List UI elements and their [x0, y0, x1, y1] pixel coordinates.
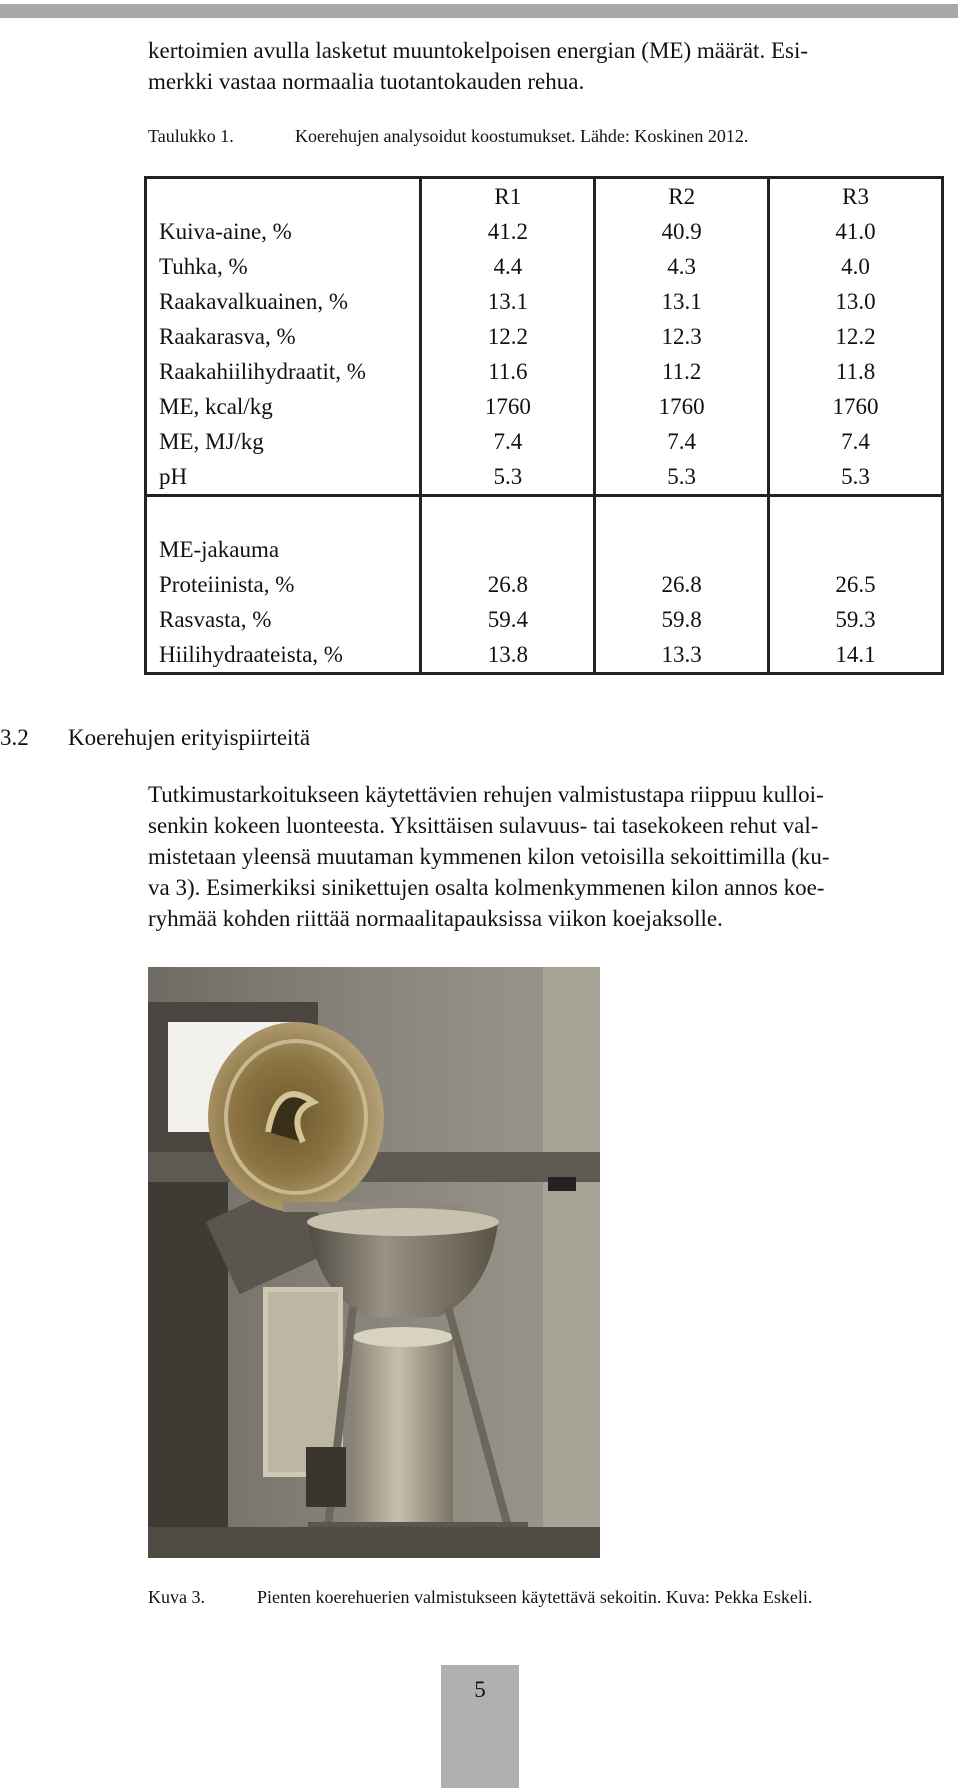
column-header-cell: R1: [421, 178, 595, 215]
body-line: senkin kokeen luonteesta. Yksittäisen sulavuus- tai tasekokeen rehut val-: [148, 813, 819, 838]
value-cell: 5.3: [421, 459, 595, 496]
figure-caption-label: Kuva 3.: [148, 1587, 205, 1607]
row-label-cell: Kuiva-aine, %: [146, 214, 421, 249]
body-line: mistetaan yleensä muutaman kymmenen kilon vetoisilla sekoittimilla (ku-: [148, 844, 830, 869]
value-cell: 11.6: [421, 354, 595, 389]
value-cell: 1760: [769, 389, 943, 424]
section-title: Koerehujen erityispiirteitä: [68, 725, 311, 750]
value-cell: 12.3: [595, 319, 769, 354]
body-line: va 3). Esimerkiksi sinikettujen osalta kolmenkymmenen kilon annos koe-: [148, 875, 825, 900]
row-label-cell: Raakahiilihydraatit, %: [146, 354, 421, 389]
table-row: [146, 602, 943, 637]
value-cell: [769, 532, 943, 567]
section-heading: [0, 725, 310, 751]
value-cell: 59.8: [595, 602, 769, 637]
value-cell: 41.2: [421, 214, 595, 249]
value-cell: 11.8: [769, 354, 943, 389]
value-cell: [595, 496, 769, 533]
intro-line: kertoimien avulla lasketut muuntokelpoisen energian (ME) määrät. Esi-: [148, 38, 808, 63]
value-cell: 13.8: [421, 637, 595, 674]
value-cell: 59.4: [421, 602, 595, 637]
table-row: [146, 319, 943, 354]
intro-line: merkki vastaa normaalia tuotantokauden rehua.: [148, 69, 585, 94]
value-cell: [769, 496, 943, 533]
table-row: [146, 214, 943, 249]
section-number: 3.2: [0, 725, 29, 750]
value-cell: 26.8: [595, 567, 769, 602]
table-header-row: [146, 178, 943, 215]
table-caption: [148, 125, 748, 147]
header-cell: [146, 178, 421, 215]
value-cell: 5.3: [595, 459, 769, 496]
value-cell: 7.4: [421, 424, 595, 459]
table-caption-label: Taulukko 1.: [148, 126, 234, 146]
body-paragraph: [148, 779, 956, 934]
figure-caption: [148, 1586, 812, 1608]
composition-table: [144, 176, 944, 675]
value-cell: 14.1: [769, 637, 943, 674]
table-row: [146, 284, 943, 319]
body-line: Tutkimustarkoitukseen käytettävien rehujen valmistustapa riippuu kulloi-: [148, 782, 824, 807]
value-cell: 5.3: [769, 459, 943, 496]
column-header-cell: R3: [769, 178, 943, 215]
value-cell: 40.9: [595, 214, 769, 249]
value-cell: 4.3: [595, 249, 769, 284]
column-header-cell: R2: [595, 178, 769, 215]
table-caption-text: Koerehujen analysoidut koostumukset. Lähde: Koskinen 2012.: [295, 126, 749, 146]
body-line: ryhmää kohden riittää normaalitapauksissa viikon koejaksolle.: [148, 906, 723, 931]
value-cell: 13.3: [595, 637, 769, 674]
table-row: [146, 389, 943, 424]
page-number-box: [441, 1665, 519, 1788]
value-cell: 13.1: [421, 284, 595, 319]
table-row: [146, 567, 943, 602]
value-cell: 13.1: [595, 284, 769, 319]
row-label-cell: Rasvasta, %: [146, 602, 421, 637]
value-cell: 11.2: [595, 354, 769, 389]
intro-paragraph: [148, 35, 956, 97]
row-label-cell: Raakarasva, %: [146, 319, 421, 354]
table-row: [146, 532, 943, 567]
value-cell: 12.2: [769, 319, 943, 354]
value-cell: 7.4: [769, 424, 943, 459]
top-bar: [0, 4, 958, 18]
row-label-cell: Tuhka, %: [146, 249, 421, 284]
page-number: 5: [474, 1677, 486, 1702]
table-row: [146, 496, 943, 533]
row-label-cell: ME-jakauma: [146, 532, 421, 567]
row-label-cell: Hiilihydraateista, %: [146, 637, 421, 674]
mixer-photo: [148, 967, 600, 1558]
value-cell: 26.5: [769, 567, 943, 602]
value-cell: 59.3: [769, 602, 943, 637]
value-cell: 4.4: [421, 249, 595, 284]
table-row: [146, 459, 943, 496]
row-label-cell: [146, 496, 421, 533]
row-label-cell: ME, MJ/kg: [146, 424, 421, 459]
value-cell: [421, 532, 595, 567]
value-cell: 12.2: [421, 319, 595, 354]
value-cell: 13.0: [769, 284, 943, 319]
value-cell: 7.4: [595, 424, 769, 459]
value-cell: 26.8: [421, 567, 595, 602]
figure-caption-text: Pienten koerehuerien valmistukseen käytettävä sekoitin. Kuva: Pekka Eskeli.: [257, 1587, 813, 1607]
value-cell: [595, 532, 769, 567]
value-cell: 4.0: [769, 249, 943, 284]
table-row: [146, 637, 943, 674]
value-cell: 1760: [595, 389, 769, 424]
row-label-cell: Raakavalkuainen, %: [146, 284, 421, 319]
row-label-cell: Proteiinista, %: [146, 567, 421, 602]
table-row: [146, 424, 943, 459]
value-cell: 1760: [421, 389, 595, 424]
value-cell: [421, 496, 595, 533]
row-label-cell: pH: [146, 459, 421, 496]
value-cell: 41.0: [769, 214, 943, 249]
table-row: [146, 354, 943, 389]
row-label-cell: ME, kcal/kg: [146, 389, 421, 424]
table-row: [146, 249, 943, 284]
